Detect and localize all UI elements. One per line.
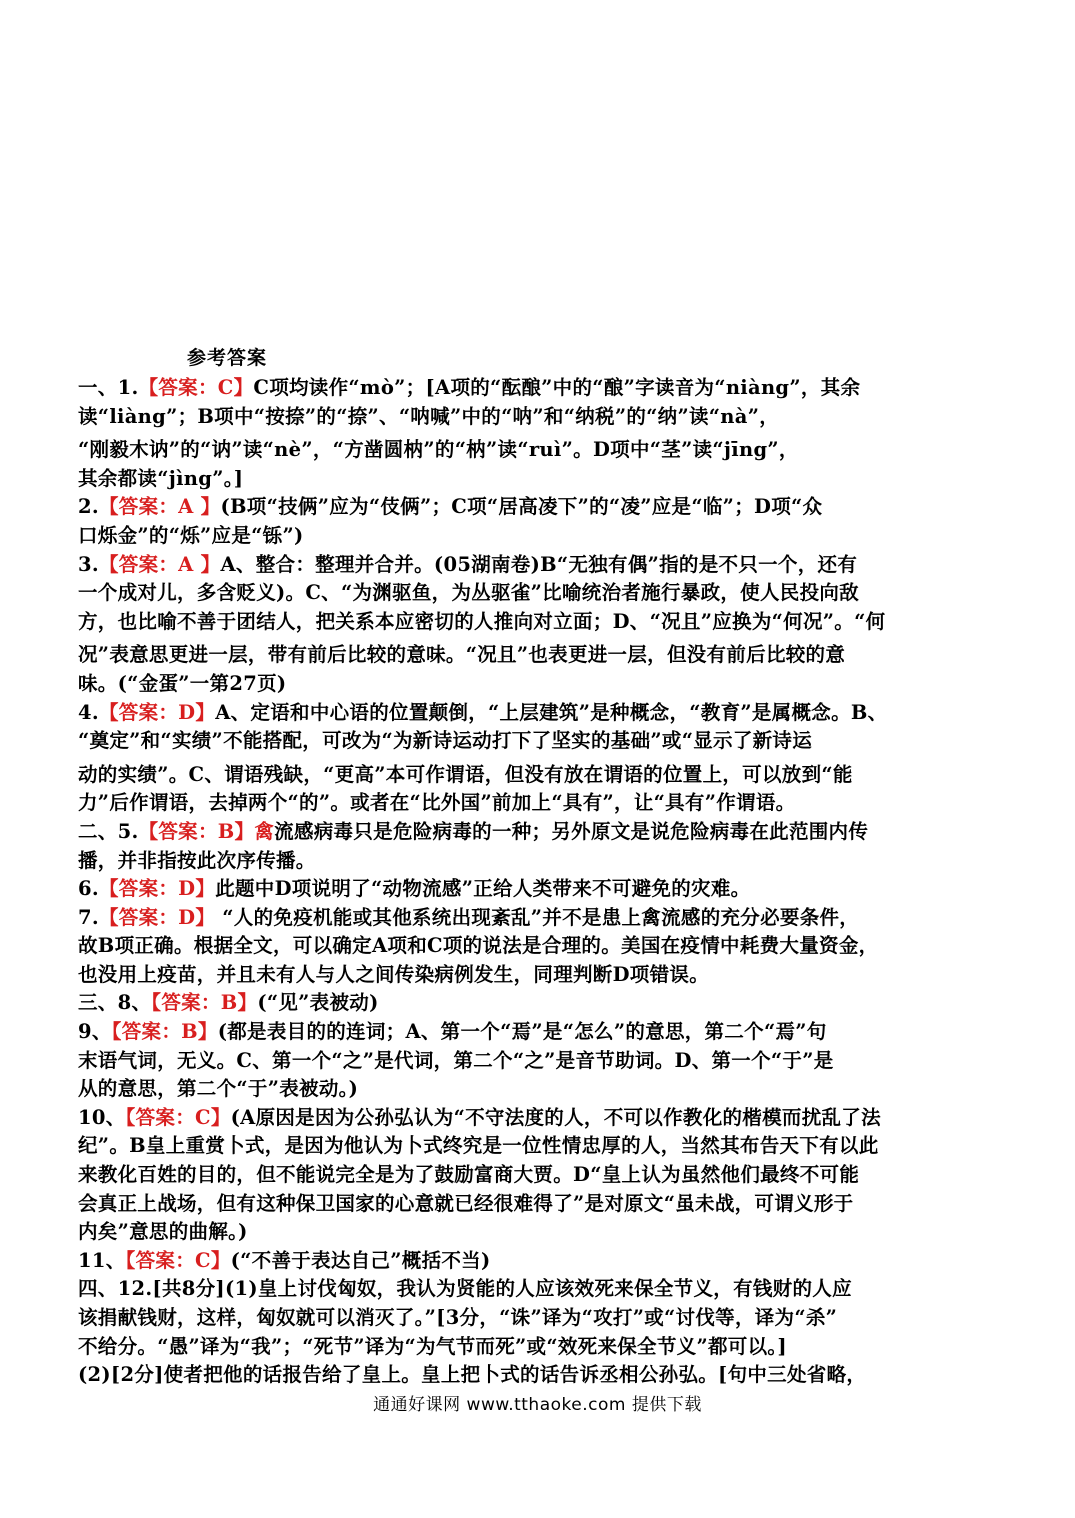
text-line: [78, 699, 1008, 728]
line-text: 不给分。“愚”译为“我”；“死节”译为“为气节而死”或“效死来保全节义”都可以。]: [78, 1334, 787, 1358]
text-line: [78, 989, 1008, 1018]
line-text: 7.: [78, 905, 99, 929]
answer-tag: 【答案：C】: [125, 1105, 231, 1129]
line-text: 力”后作谓语，去掉两个“的”。或者在“比外国”前加上“具有”，让“具有”作谓语。: [78, 791, 796, 815]
text-line: [78, 1075, 1008, 1104]
text-line: [78, 789, 1008, 818]
line-text: 一个成对儿，多含贬义)。C、“为渊驱鱼，为丛驱雀”比喻统治者施行暴政，使人民投向敌: [78, 581, 859, 605]
answer-tag: 【答案：D】: [98, 700, 216, 724]
line-text: 来教化百姓的目的，但不能说完全是为了鼓励富商大贾。D“皇上认为虽然他们最终不可能: [78, 1163, 860, 1187]
text-line: [78, 551, 1008, 580]
line-text: 二、5.: [78, 819, 139, 843]
text-line: [78, 1333, 1008, 1362]
text-line: [78, 436, 1008, 465]
line-text: 其余都读“jìng”。]: [78, 466, 244, 490]
line-text: 播，并非指按此次序传播。: [78, 848, 316, 872]
text-line: [78, 1361, 1008, 1390]
answer-tag: 【答案：D】: [98, 877, 216, 901]
line-text-continued: (“不善于表达自己”概括不当): [230, 1248, 491, 1272]
line-text-continued: A、整合：整理并合并。(05湖南卷)B“无独有偶”指的是不只一个，还有: [220, 552, 858, 576]
text-line: [78, 1304, 1008, 1333]
text-line: [78, 761, 1008, 790]
line-text: 10、: [78, 1105, 126, 1129]
text-line: [78, 1218, 1008, 1247]
line-text: 动的实绩”。C、谓语残缺，“更高”本可作谓语，但没有放在谓语的位置上，可以放到“能: [78, 762, 853, 786]
line-text-continued: “人的免疫机能或其他系统出现紊乱”并不是患上禽流感的充分必要条件，: [215, 905, 860, 929]
text-line: [78, 403, 1008, 432]
answer-tag: 【答案：C】: [138, 376, 254, 399]
line-text: 6.: [78, 877, 99, 901]
answer-tag: 【答案：B】: [151, 991, 258, 1015]
line-text: “奠定”和“实绩”不能搭配，可改为“为新诗运动打下了坚实的基础”或“显示了新诗运: [78, 729, 813, 753]
line-text: 11、: [78, 1248, 126, 1272]
page-footer: 通通好课网 www.tthaoke.com 提供下载: [373, 1395, 702, 1415]
text-line: [78, 465, 1008, 494]
line-text: 末语气词，无义。C、第一个“之”是代词，第二个“之”是音节助词。D、第一个“于”是: [78, 1048, 834, 1072]
text-line: [78, 961, 1008, 990]
line-text: 3.: [78, 552, 99, 576]
line-text: 口烁金”的“烁”应是“铄”): [78, 523, 304, 547]
text-line: [78, 818, 1008, 847]
line-text-continued: (“见”表被动): [257, 991, 379, 1015]
text-line: [78, 875, 1008, 904]
line-text-continued: C项均读作“mò”；[A项的“酝酿”中的“酿”字读音为“niàng”，其余: [253, 376, 861, 399]
line-text: (2)[2分]使者把他的话报告给了皇上。皇上把卜式的话告诉丞相公孙弘。[句中三处省略，: [78, 1363, 867, 1387]
line-text: 4.: [78, 700, 99, 724]
text-line: [78, 1247, 1008, 1276]
text-line: [78, 608, 1008, 637]
text-line: [78, 1047, 1008, 1076]
answer-tag: 【答案：C】: [125, 1248, 231, 1272]
line-text: 9、: [78, 1020, 112, 1044]
line-text: 2.: [78, 495, 99, 519]
line-text: 该捐献钱财，这样，匈奴就可以消灭了。”[3分，“诛”译为“攻打”或“讨伐等，译为“杀”: [78, 1306, 838, 1329]
line-text: 读“liàng”；B项中“按捺”的“捺”、“呐喊”中的“呐”和“纳税”的“纳”读“nà”，: [78, 404, 780, 428]
text-line: [78, 670, 1008, 699]
answer-tag: 【答案：A 】: [98, 495, 221, 519]
line-text-continued: (A原因是因为公孙弘认为“不守法度的人，不可以作教化的楷模而扰乱了法: [230, 1105, 881, 1129]
text-line: [78, 1132, 1008, 1161]
line-text: 从的意思，第二个“于”表被动。): [78, 1077, 359, 1101]
text-line: [78, 727, 1008, 756]
line-text: 也没用上疫苗，并且未有人与人之间传染病例发生，同理判断D项错误。: [78, 962, 710, 986]
answer-tag: 【答案：B】禽: [138, 819, 275, 843]
text-line: [78, 374, 1008, 403]
line-text: 味。(“金蛋”一第27页): [78, 671, 287, 695]
text-line: [78, 1161, 1008, 1190]
line-text-continued: (B项“技俩”应为“伎俩”；C项“居高凌下”的“凌”应是“临”；D项“众: [220, 495, 823, 519]
line-text: 一、1.: [78, 376, 139, 399]
line-text: “刚毅木讷”的“讷”读“nè”，“方凿圆枘”的“枘”读“ruì”。D项中“茎”读“jīng”，: [78, 438, 799, 462]
answer-tag: 【答案：B】: [111, 1020, 218, 1044]
line-text-continued: 此题中D项说明了“动物流感”正给人类带来不可避免的灾难。: [215, 877, 751, 901]
line-text: 纪”。B皇上重赏卜式，是因为他认为卜式终究是一位性情忠厚的人，当然其布告天下有以此: [78, 1134, 879, 1158]
text-line: [78, 1190, 1008, 1219]
line-text: 方，也比喻不善于团结人，把关系本应密切的人推向对立面；D、“况且”应换为“何况”。“何: [78, 609, 886, 633]
line-text-continued: (都是表目的的连词；A、第一个“焉”是“怎么”的意思，第二个“焉”句: [217, 1020, 827, 1044]
text-line: [78, 932, 1008, 961]
text-line: [78, 1018, 1008, 1047]
line-text: 四、12.[共8分](1)皇上讨伐匈奴，我认为贤能的人应该效死来保全节义，有钱财的人应: [78, 1277, 852, 1301]
answer-tag: 【答案：A 】: [98, 552, 221, 576]
answer-body: [78, 374, 1008, 1390]
answer-tag: 【答案：D】: [98, 905, 216, 929]
text-line: [78, 522, 1008, 551]
text-line: [78, 847, 1008, 876]
line-text-continued: A、定语和中心语的位置颠倒，“上层建筑”是种概念，“教育”是属概念。B、: [215, 700, 888, 724]
text-line: [78, 641, 1008, 670]
line-text: 三、8、: [78, 991, 152, 1015]
line-text-continued: 流感病毒只是危险病毒的一种；另外原文是说危险病毒在此范围内传: [274, 819, 869, 843]
line-text: 内矣”意思的曲解。): [78, 1220, 248, 1244]
text-line: [78, 904, 1008, 933]
line-text: 故B项正确。根据全文，可以确定A项和C项的说法是合理的。美国在疫情中耗费大量资金，: [78, 934, 879, 958]
text-line: [78, 579, 1008, 608]
line-text: 况”表意思更进一层，带有前后比较的意味。“况且”也表更进一层，但没有前后比较的意: [78, 643, 846, 667]
text-line: [78, 1104, 1008, 1133]
text-line: [78, 493, 1008, 522]
page-title: 参考答案: [187, 347, 268, 369]
text-line: [78, 1275, 1008, 1304]
line-text: 会真正上战场，但有这种保卫国家的心意就已经很难得了”是对原文“虽未战，可谓义形于: [78, 1191, 854, 1215]
